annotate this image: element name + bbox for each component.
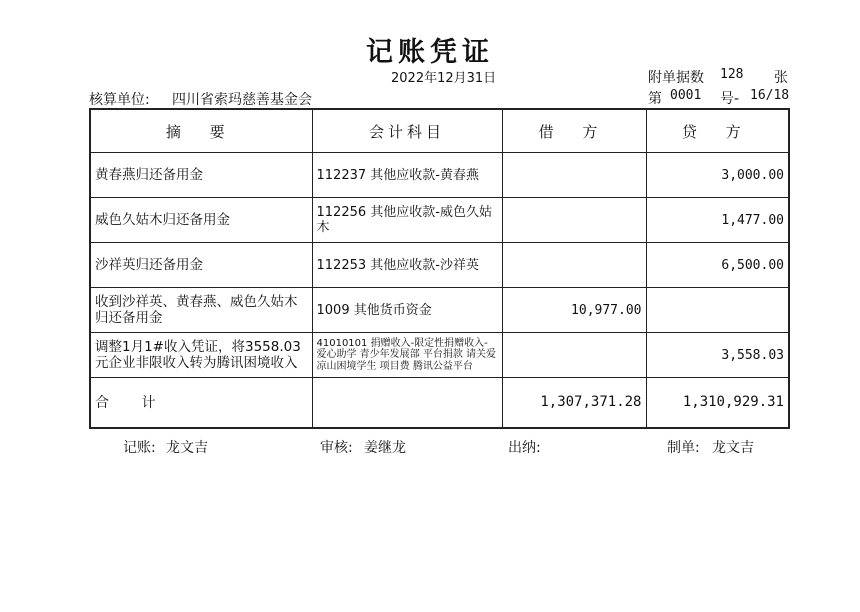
entry-summary: 黄春燕归还备用金	[90, 153, 312, 198]
entry-summary: 调整1月1#收入凭证，将3558.03元企业非限收入转为腾讯困境收入	[90, 333, 312, 378]
reviewer-name: 姜继龙	[364, 440, 406, 456]
table-row	[90, 288, 789, 333]
entry-debit	[502, 243, 646, 288]
voucher-no-suffix: 号-	[720, 91, 740, 107]
entry-debit: 10,977.00	[502, 288, 646, 333]
attachments-count: 128	[720, 67, 744, 82]
entry-credit: 6,500.00	[646, 243, 789, 288]
entry-debit	[502, 333, 646, 378]
entry-debit	[502, 153, 646, 198]
entry-summary: 威色久姑木归还备用金	[90, 198, 312, 243]
voucher-title: 记账凭证	[366, 37, 494, 68]
voucher-date: 2022年12月31日	[391, 71, 497, 86]
entry-debit	[502, 198, 646, 243]
col-debit: 借 方	[502, 109, 646, 153]
table-row	[90, 333, 789, 378]
entry-credit	[646, 288, 789, 333]
bookkeeper-label: 记账:	[123, 440, 156, 456]
voucher-table	[89, 108, 790, 429]
col-summary: 摘 要	[90, 109, 312, 153]
table-header	[90, 109, 789, 153]
entry-account: 112253 其他应收款-沙祥英	[312, 243, 502, 288]
total-label: 合 计	[90, 378, 312, 428]
entry-credit: 3,558.03	[646, 333, 789, 378]
voucher-page: 16/18	[750, 88, 790, 103]
entry-summary: 沙祥英归还备用金	[90, 243, 312, 288]
entry-account: 1009 其他货币资金	[312, 288, 502, 333]
reviewer-label: 审核:	[320, 440, 353, 456]
voucher-no-number: 0001	[670, 88, 702, 103]
entry-summary: 收到沙祥英、黄春燕、威色久姑木归还备用金	[90, 288, 312, 333]
table-row	[90, 153, 789, 198]
cashier-label: 出纳:	[508, 440, 541, 456]
preparer-label: 制单:	[667, 440, 700, 456]
preparer-name: 龙文吉	[712, 440, 754, 456]
total-credit: 1,310,929.31	[646, 378, 789, 428]
table-row	[90, 198, 789, 243]
attachments-label: 附单据数	[648, 70, 704, 86]
col-credit: 贷 方	[646, 109, 789, 153]
entry-account: 112237 其他应收款-黄春燕	[312, 153, 502, 198]
unit-label: 核算单位:	[89, 92, 150, 108]
voucher-no-prefix: 第	[648, 91, 662, 107]
entry-credit: 1,477.00	[646, 198, 789, 243]
col-account: 会计科目	[312, 109, 502, 153]
unit-name: 四川省索玛慈善基金会	[172, 92, 312, 108]
total-debit: 1,307,371.28	[502, 378, 646, 428]
entry-credit: 3,000.00	[646, 153, 789, 198]
total-row	[90, 378, 789, 428]
table-row	[90, 243, 789, 288]
bookkeeper-name: 龙文吉	[166, 440, 208, 456]
entry-account: 112256 其他应收款-威色久姑木	[312, 198, 502, 243]
attachments-unit: 张	[774, 70, 788, 86]
entry-account: 41010101 捐赠收入-限定性捐赠收入-爱心助学 青少年发展部 平台捐款 请关爱凉山困境学生 项目费 腾讯公益平台	[312, 333, 502, 378]
total-account-blank	[312, 378, 502, 428]
